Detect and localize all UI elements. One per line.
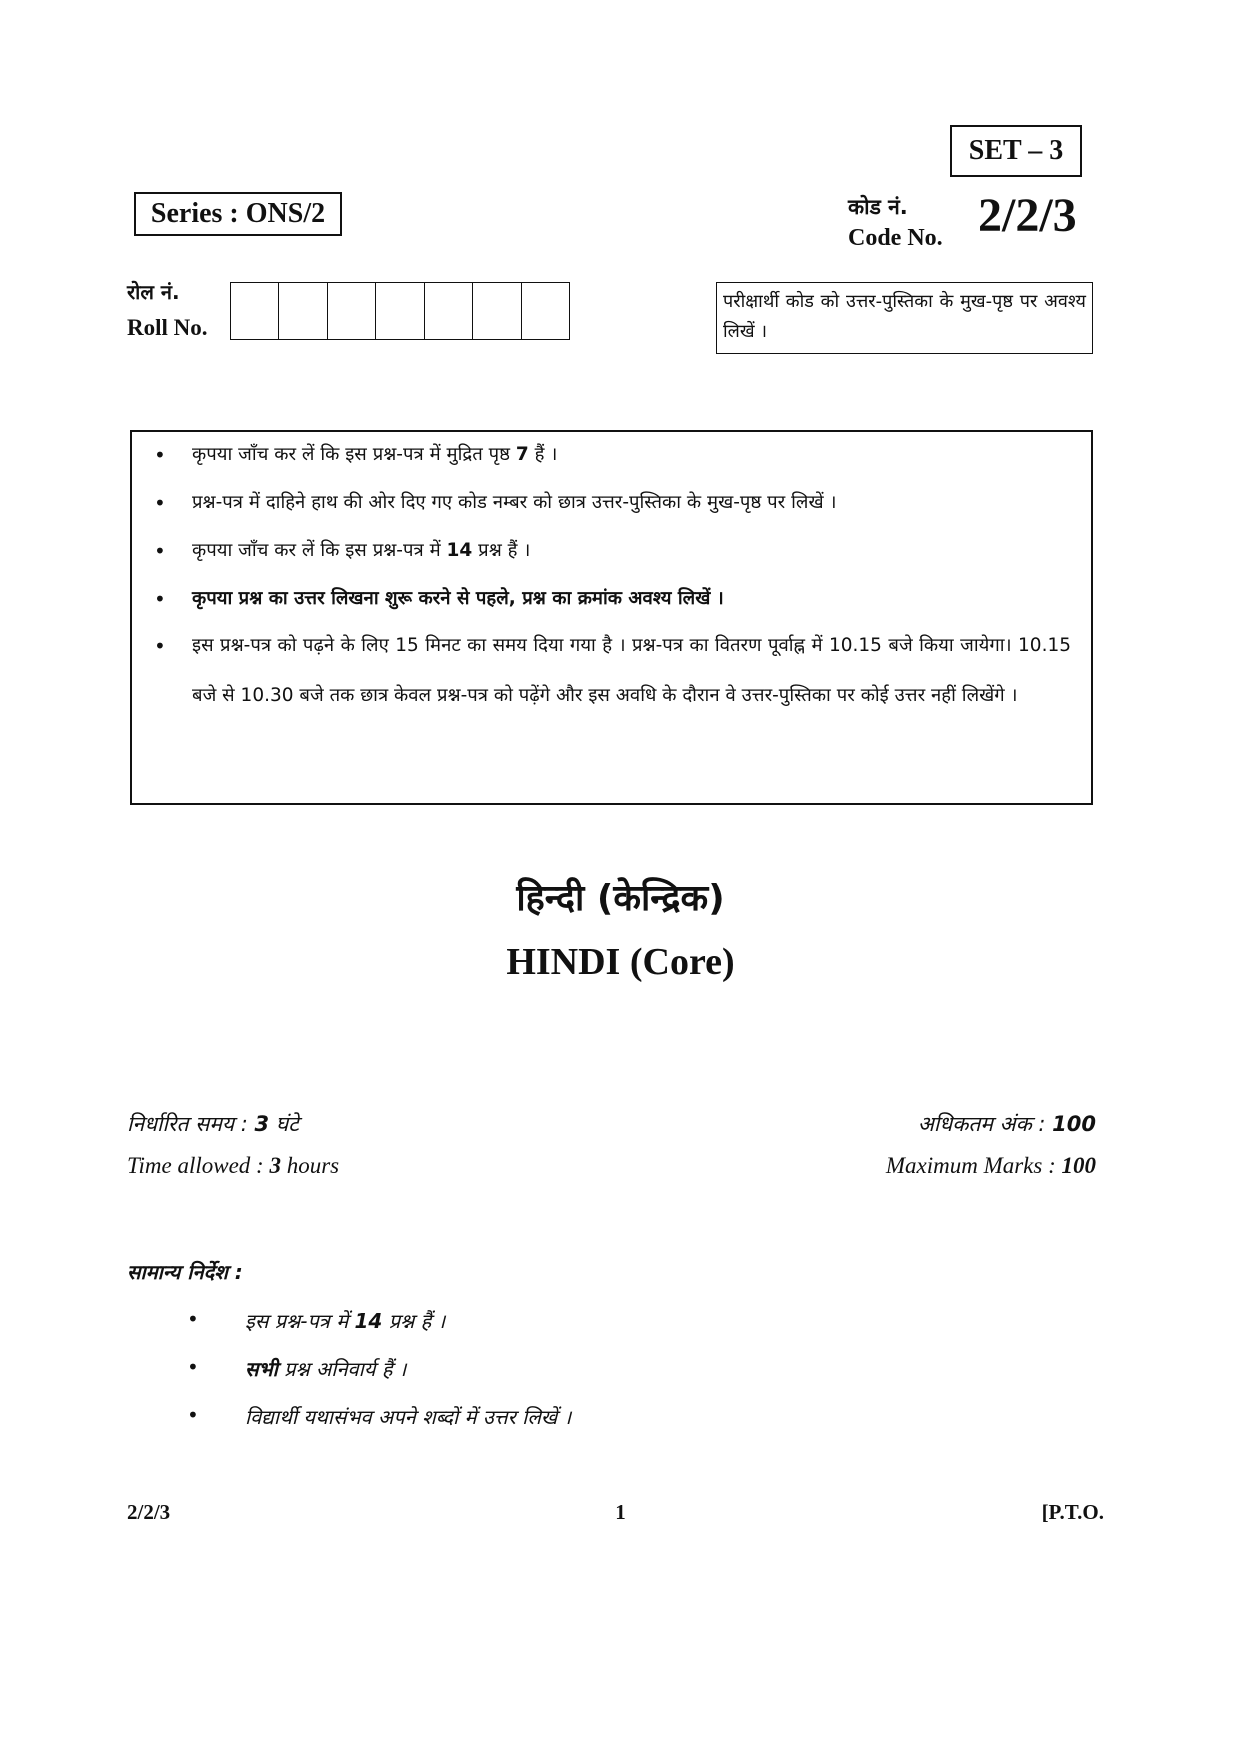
general-instructions-heading: सामान्य निर्देश : <box>127 1260 243 1284</box>
time-allowed-english <box>127 1153 339 1179</box>
time-allowed-hindi <box>127 1110 299 1138</box>
roll-number-cell[interactable] <box>473 283 521 339</box>
general-instruction-text <box>245 1355 406 1382</box>
time-en-unit: hours <box>280 1153 340 1178</box>
bullet-icon: • <box>187 1403 199 1427</box>
instruction-text <box>192 621 1071 721</box>
text-segment: इस प्रश्न-पत्र को पढ़ने के लिए 15 मिनट का समय दिया गया है । प्रश्न-पत्र का वितरण पूर्वाह्न में 10.15 बजे किया जायेगा। 10.15 बजे से 10.30 बजे तक छात्र केवल प्रश्न-पत्र को पढ़ेंगे और इस अवधि के दौरान वे उत्तर-पुस्तिका पर कोई उत्तर नहीं लिखेंगे । <box>192 635 1071 706</box>
bullet-icon: • <box>154 443 166 467</box>
footer-code: 2/2/3 <box>127 1500 171 1524</box>
text-segment: हैं । <box>528 444 558 465</box>
pto-label: [P.T.O. <box>1041 1500 1104 1524</box>
text-segment: विद्यार्थी यथासंभव अपने शब्दों में उत्तर लिखें । <box>245 1405 572 1429</box>
roll-number-cell[interactable] <box>279 283 327 339</box>
time-en-value: 3 <box>269 1153 281 1178</box>
candidate-code-note: परीक्षार्थी कोड को उत्तर-पुस्तिका के मुख-पृष्ठ पर अवश्य लिखें । <box>716 282 1093 354</box>
roll-label-english: Roll No. <box>127 315 208 340</box>
bullet-icon: • <box>154 539 166 563</box>
max-marks-english <box>886 1153 1096 1179</box>
bold-segment: 14 <box>446 540 473 561</box>
subject-title-hindi: हिन्दी (केन्द्रिक) <box>516 878 725 919</box>
bullet-icon: • <box>187 1355 199 1379</box>
subject-title-english: HINDI (Core) <box>506 941 735 983</box>
bullet-icon: • <box>187 1307 199 1331</box>
roll-number-cell[interactable] <box>522 283 569 339</box>
code-number: 2/2/3 <box>978 189 1077 242</box>
max-marks-hindi <box>918 1110 1096 1138</box>
roll-number-boxes[interactable] <box>230 282 570 340</box>
instructions-box <box>130 430 1093 805</box>
general-instruction-text <box>245 1403 571 1430</box>
text-segment: इस प्रश्न-पत्र में <box>245 1309 355 1333</box>
time-hi-value: 3 <box>254 1112 270 1136</box>
text-segment: कृपया जाँच कर लें कि इस प्रश्न-पत्र में मुद्रित पृष्ठ <box>192 444 516 465</box>
instruction-text <box>192 574 1071 624</box>
text-segment: प्रश्न अनिवार्य हैं । <box>277 1357 407 1381</box>
time-hi-unit: घंटे <box>269 1112 299 1136</box>
marks-hi-label: अधिकतम अंक : <box>917 1112 1053 1136</box>
time-en-label: Time allowed : <box>127 1153 270 1178</box>
bullet-icon: • <box>154 634 166 658</box>
roll-label-hindi: रोल नं. <box>127 280 180 304</box>
text-segment: कृपया जाँच कर लें कि इस प्रश्न-पत्र में <box>192 540 447 561</box>
marks-hi-value: 100 <box>1052 1112 1096 1136</box>
roll-number-cell[interactable] <box>328 283 376 339</box>
instruction-text <box>192 526 1071 576</box>
bullet-icon: • <box>154 587 166 611</box>
set-number-box: SET – 3 <box>950 125 1082 177</box>
bullet-icon: • <box>154 491 166 515</box>
roll-number-cell[interactable] <box>425 283 473 339</box>
text-segment: प्रश्न हैं । <box>382 1309 446 1333</box>
code-label-hindi: कोड नं. <box>848 195 908 219</box>
bold-segment: 14 <box>354 1309 383 1333</box>
instruction-text <box>192 478 1071 528</box>
bold-segment: 7 <box>515 444 529 465</box>
marks-en-label: Maximum Marks : <box>885 1153 1062 1178</box>
time-hi-label: निर्धारित समय : <box>127 1112 255 1136</box>
code-label-english: Code No. <box>848 225 943 251</box>
marks-en-value: 100 <box>1061 1153 1096 1178</box>
roll-number-cell[interactable] <box>231 283 279 339</box>
text-segment: प्रश्न हैं । <box>472 540 531 561</box>
bold-segment: सभी <box>245 1357 278 1381</box>
page-number: 1 <box>615 1500 626 1524</box>
bold-segment: कृपया प्रश्न का उत्तर लिखना शुरू करने से पहले, प्रश्न का क्रमांक अवश्य लिखें । <box>192 588 724 609</box>
general-instruction-text <box>245 1307 445 1334</box>
text-segment: प्रश्न-पत्र में दाहिने हाथ की ओर दिए गए कोड नम्बर को छात्र उत्तर-पुस्तिका के मुख-पृष्ठ पर लिखें । <box>192 492 837 513</box>
series-box: Series : ONS/2 <box>134 192 342 236</box>
instruction-text <box>192 430 1071 480</box>
roll-number-cell[interactable] <box>376 283 424 339</box>
